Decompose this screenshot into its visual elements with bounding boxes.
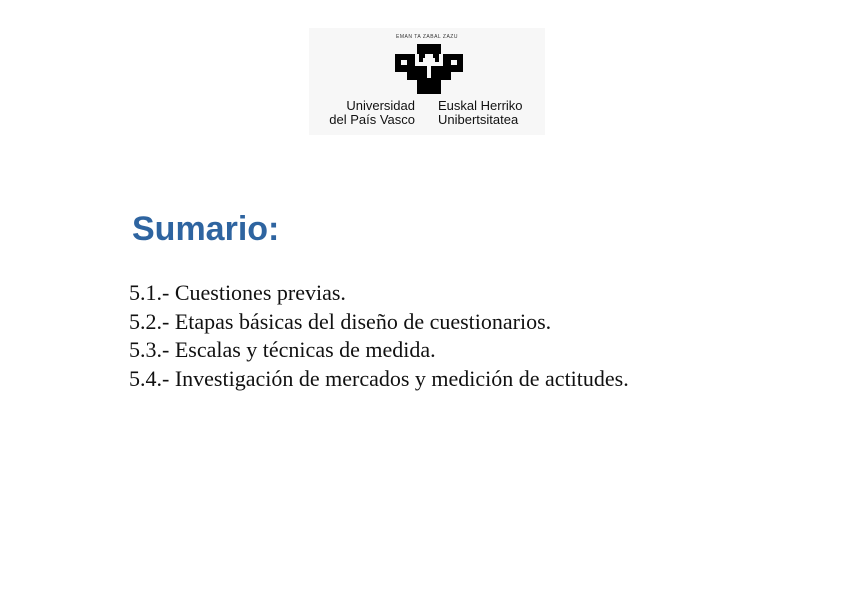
logo-text-line: Universidad — [346, 98, 415, 113]
summary-item: 5.1.- Cuestiones previas. — [129, 280, 346, 305]
summary-item: 5.2.- Etapas básicas del diseño de cuestionarios. — [129, 308, 552, 334]
university-logo — [309, 28, 545, 135]
summary-item: 5.4.- Investigación de mercados y medición de actitudes. — [129, 366, 629, 392]
logo-text-line: Euskal Herriko — [438, 98, 523, 113]
logo-text-line: del País Vasco — [329, 112, 415, 127]
logo-text-spanish — [319, 99, 415, 127]
summary-item: 5.3.- Escalas y técnicas de medida. — [129, 337, 436, 363]
logo-motto: EMAN TA ZABAL ZAZU — [396, 34, 458, 40]
page-title: Sumario: — [132, 210, 280, 248]
university-emblem-icon — [393, 42, 465, 96]
logo-text-line: Unibertsitatea — [438, 112, 519, 127]
logo-text-basque — [438, 99, 542, 127]
summary-list — [129, 279, 629, 394]
